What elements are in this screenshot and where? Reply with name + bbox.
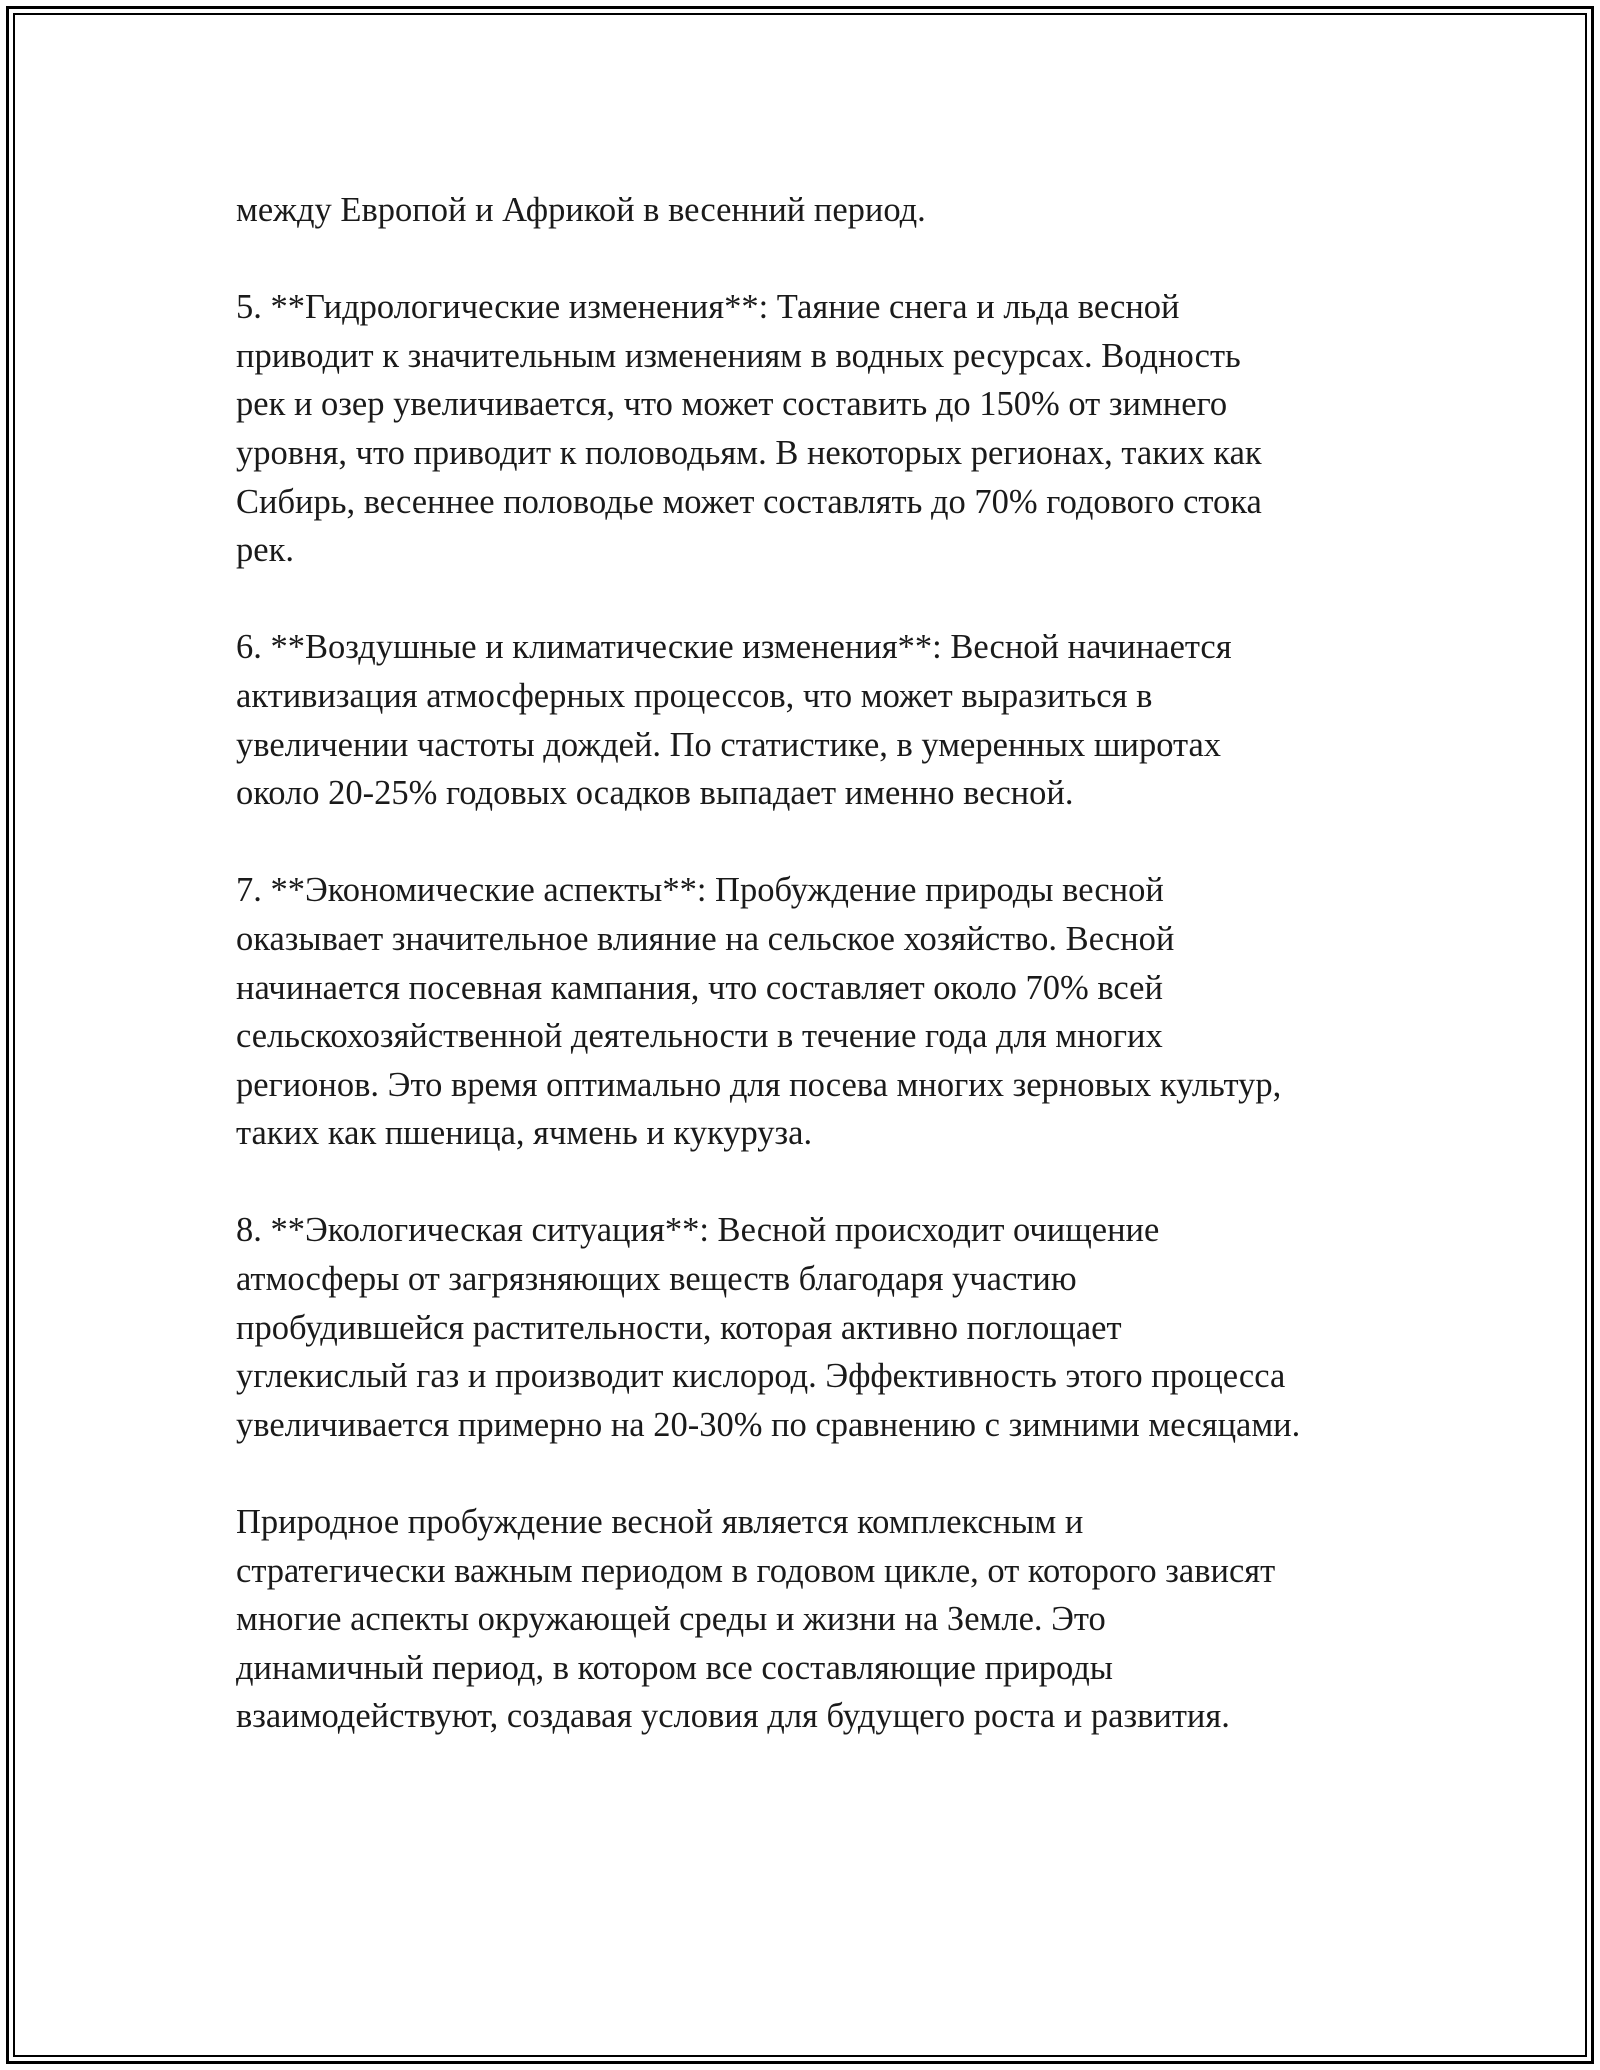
text-line: регионов. Это время оптимально для посева многих зерновых культур,	[236, 1065, 1282, 1104]
text-line: уровня, что приводит к половодьям. В некоторых регионах, таких как	[236, 433, 1262, 472]
text-line: углекислый газ и производит кислород. Эффективность этого процесса	[236, 1357, 1286, 1396]
text-line: взаимодействуют, создавая условия для будущего роста и развития.	[236, 1697, 1230, 1736]
text-line: таких как пшеница, ячмень и кукуруза.	[236, 1114, 813, 1153]
text-line: Природное пробуждение весной является комплексным и	[236, 1503, 1084, 1542]
text-line: многие аспекты окружающей среды и жизни на Земле. Это	[236, 1600, 1106, 1639]
paragraph-item-6	[236, 623, 1366, 817]
text-line: 7. **Экономические аспекты**: Пробуждение природы весной	[236, 871, 1164, 910]
text-line: сельскохозяйственной деятельности в течение года для многих	[236, 1017, 1163, 1056]
paragraph-item-8	[236, 1206, 1366, 1449]
paragraph-gap	[236, 818, 1366, 867]
text-line: рек.	[236, 531, 294, 570]
paragraph-item-5	[236, 283, 1366, 575]
text-line: между Европой и Африкой в весенний период.	[236, 191, 926, 229]
text-line: пробудившейся растительности, которая активно поглощает	[236, 1308, 1122, 1347]
text-line: приводит к значительным изменениям в водных ресурсах. Водность	[236, 336, 1241, 375]
paragraph-gap	[236, 1158, 1366, 1207]
text-line: активизация атмосферных процессов, что может выразиться в	[236, 676, 1153, 715]
paragraph-conclusion	[236, 1498, 1366, 1741]
paragraph-gap	[236, 575, 1366, 624]
text-line: Сибирь, весеннее половодье может составлять до 70% годового стока	[236, 482, 1262, 521]
text-line: около 20-25% годовых осадков выпадает именно весной.	[236, 774, 1074, 813]
text-line: начинается посевная кампания, что составляет около 70% всей	[236, 968, 1163, 1007]
text-line: увеличивается примерно на 20-30% по сравнению с зимними месяцами.	[236, 1405, 1301, 1444]
paragraph-gap	[236, 1449, 1366, 1498]
text-line: оказывает значительное влияние на сельское хозяйство. Весной	[236, 919, 1175, 958]
text-line: рек и озер увеличивается, что может составить до 150% от зимнего	[236, 385, 1228, 424]
paragraph-gap	[236, 235, 1366, 284]
paragraph-intro-tail	[236, 186, 1366, 235]
document-body	[236, 186, 1366, 1741]
paragraph-item-7	[236, 866, 1366, 1158]
text-line: увеличении частоты дождей. По статистике, в умеренных широтах	[236, 725, 1222, 764]
text-line: 6. **Воздушные и климатические изменения**: Весной начинается	[236, 628, 1232, 667]
text-line: 5. **Гидрологические изменения**: Таяние снега и льда весной	[236, 288, 1180, 327]
text-line: динамичный период, в котором все составляющие природы	[236, 1648, 1113, 1687]
text-line: стратегически важным периодом в годовом цикле, от которого зависят	[236, 1551, 1276, 1590]
text-line: 8. **Экологическая ситуация**: Весной происходит очищение	[236, 1211, 1160, 1250]
text-line: атмосферы от загрязняющих веществ благодаря участию	[236, 1260, 1077, 1299]
